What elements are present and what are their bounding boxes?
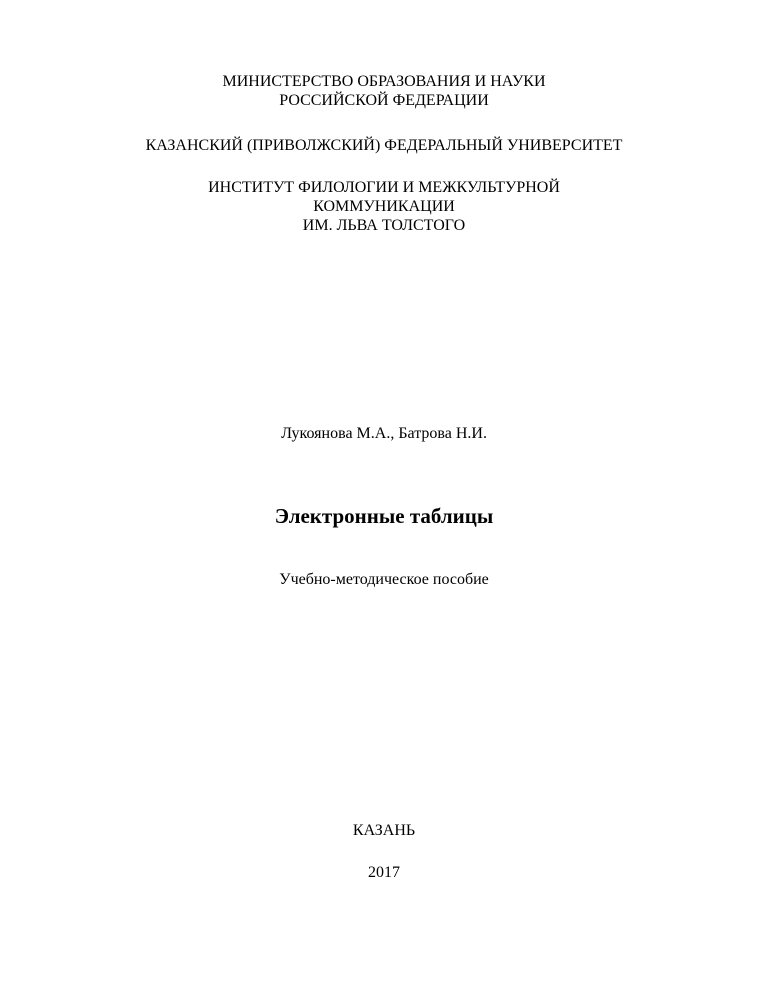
ministry-line-2: РОССИЙСКОЙ ФЕДЕРАЦИИ bbox=[279, 92, 489, 109]
publication-year bbox=[0, 863, 768, 882]
document-subtitle-text: Учебно-методическое пособие bbox=[279, 571, 489, 588]
institute-line-2: КОММУНИКАЦИИ bbox=[313, 198, 455, 215]
publication-city-text: КАЗАНЬ bbox=[352, 822, 416, 839]
ministry-line-1: МИНИСТЕРСТВО ОБРАЗОВАНИЯ И НАУКИ bbox=[222, 73, 546, 90]
document-title-text: Электронные таблицы bbox=[274, 504, 494, 528]
publication-city bbox=[0, 821, 768, 840]
university-name: КАЗАНСКИЙ (ПРИВОЛЖСКИЙ) ФЕДЕРАЛЬНЫЙ УНИВЕРСИТЕТ bbox=[145, 137, 623, 154]
authors bbox=[0, 424, 768, 443]
authors-text: Лукоянова М.А., Батрова Н.И. bbox=[281, 425, 487, 442]
university-heading bbox=[0, 136, 768, 155]
institute-heading bbox=[0, 178, 768, 235]
institute-line-3: ИМ. ЛЬВА ТОЛСТОГО bbox=[302, 217, 466, 234]
document-subtitle bbox=[0, 570, 768, 589]
institute-line-1: ИНСТИТУТ ФИЛОЛОГИИ И МЕЖКУЛЬТУРНОЙ bbox=[208, 179, 560, 196]
publication-year-text: 2017 bbox=[368, 864, 400, 881]
document-title bbox=[0, 503, 768, 529]
ministry-heading bbox=[0, 72, 768, 110]
